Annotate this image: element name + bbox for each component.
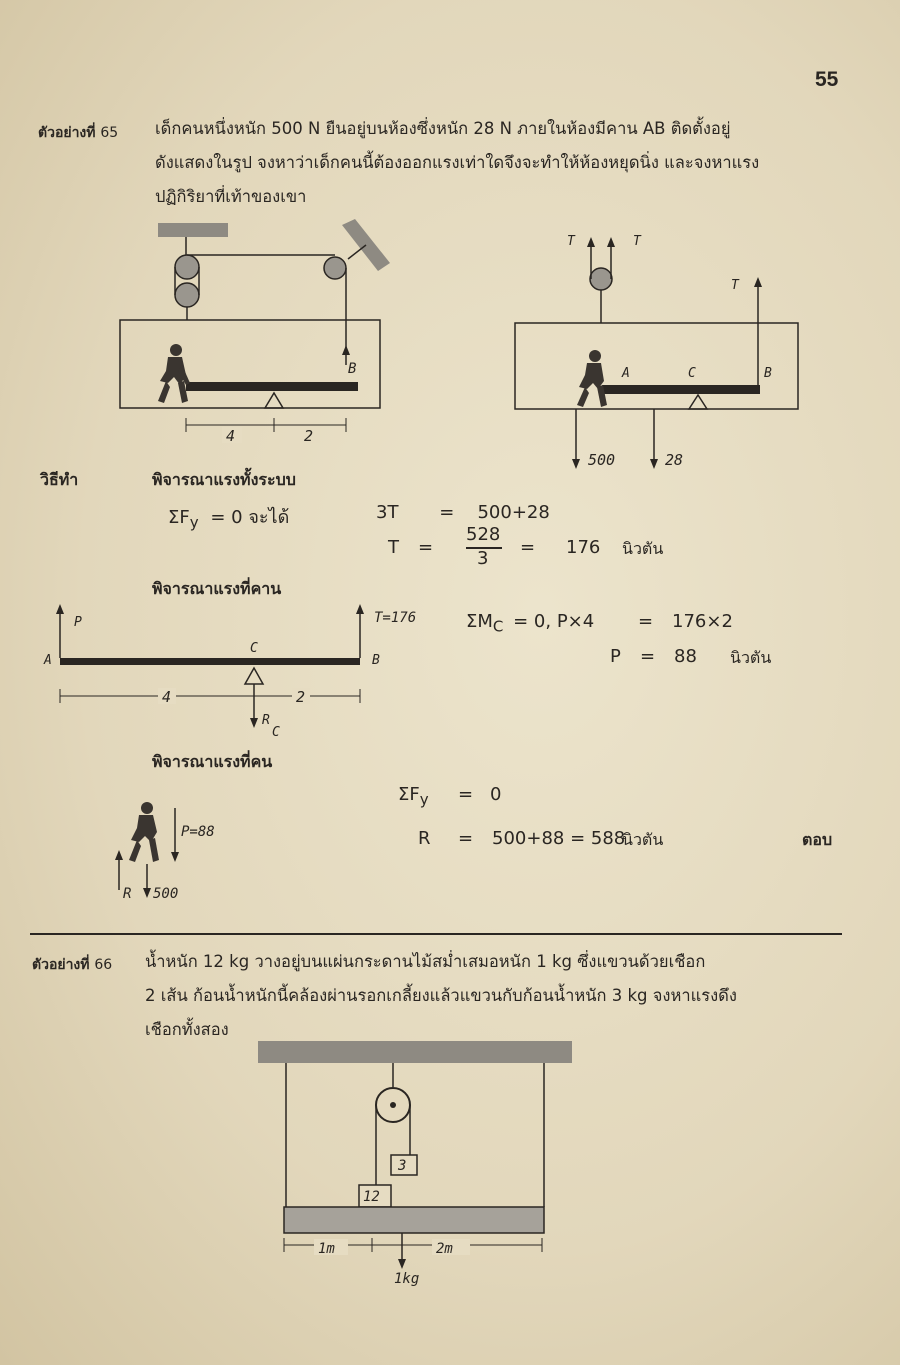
- tension-label: T: [633, 234, 641, 249]
- dimension-left: 1m: [318, 1241, 335, 1257]
- eq-op: =: [458, 784, 474, 805]
- arrow-up-icon: [754, 277, 762, 287]
- section-divider: [30, 933, 842, 935]
- mass-label: 12: [363, 1189, 380, 1205]
- reaction-subscript: C: [272, 725, 280, 740]
- dimension-left: 4: [226, 427, 236, 445]
- fraction-denominator: 3: [477, 548, 489, 569]
- eq-result: 176: [566, 537, 601, 558]
- example-number: 66: [94, 957, 113, 973]
- pulley-icon: [175, 283, 199, 307]
- subscript: y: [189, 513, 199, 532]
- step-heading: พิจารณาแรงที่คน: [152, 752, 273, 771]
- problem-line: ดังแสดงในรูป จงหาว่าเด็กคนนี้ต้องออกแรงเท่าใดจึงจะทำให้ห้องหยุดนิ่ง และจงหาแรง: [155, 153, 760, 172]
- sum-symbol: ΣF: [398, 784, 420, 805]
- equilibrium-condition: [398, 784, 429, 809]
- eq-op: =: [458, 828, 474, 849]
- eq-rhs: 176×2: [672, 611, 733, 632]
- arrow-up-icon: [356, 604, 364, 614]
- subscript: C: [492, 617, 504, 636]
- arrow-down-icon: [250, 718, 258, 728]
- dimension-right: 2m: [436, 1241, 453, 1257]
- reaction-label: R: [123, 886, 132, 902]
- boy-icon: [158, 344, 190, 403]
- solution-label: วิธีทำ: [40, 470, 79, 489]
- moment-symbol: ΣM: [466, 611, 493, 632]
- label-b: B: [372, 653, 380, 668]
- step-heading: พิจารณาแรงทั้งระบบ: [152, 470, 296, 489]
- arrow-down-icon: [171, 852, 179, 862]
- beam-ab: [186, 382, 358, 391]
- boy-icon: [577, 350, 607, 407]
- example-66-label: [32, 954, 112, 976]
- arrow-down-icon: [398, 1259, 406, 1269]
- example-65-label: [38, 122, 118, 144]
- arrow-down-icon: [650, 459, 658, 469]
- eq-op: =: [640, 646, 656, 667]
- fraction-numerator: 528: [466, 524, 501, 545]
- label-b: B: [348, 361, 357, 377]
- ceiling-block: [258, 1041, 572, 1063]
- fulcrum-c: [265, 393, 283, 408]
- dimension-left: 4: [162, 688, 172, 706]
- answer-label: ตอบ: [802, 830, 833, 849]
- eq-lhs: 3T: [376, 502, 399, 523]
- weight-label: 500: [153, 886, 179, 902]
- dimension-right: 2: [296, 688, 306, 706]
- tension-label: T: [731, 278, 739, 293]
- pulley-icon: [590, 268, 612, 290]
- figure-room-pulleys: [110, 215, 410, 445]
- figure-boy-forces: [105, 790, 255, 910]
- wooden-board: [284, 1207, 544, 1233]
- arrow-up-icon: [56, 604, 64, 614]
- equation-row: T: [388, 537, 399, 558]
- sum-symbol: ΣF: [168, 507, 190, 528]
- force-t-label: T=176: [374, 610, 417, 626]
- eq-op: =: [520, 537, 536, 558]
- equation-row: [376, 502, 550, 523]
- label-c: C: [688, 366, 696, 381]
- mass-label: 3: [398, 1158, 407, 1174]
- eq-lhs: = 0, P×4: [513, 611, 595, 632]
- label-c: C: [250, 641, 258, 656]
- problem-line: น้ำหนัก 12 kg วางอยู่บนแผ่นกระดานไม้สม่ำเสมอหนัก 1 kg ซึ่งแขวนด้วยเชือก: [145, 952, 706, 971]
- condition-text: = 0 จะได้: [210, 507, 290, 528]
- moment-equation: [466, 611, 594, 636]
- step-heading: พิจารณาแรงที่คาน: [152, 579, 282, 598]
- eq-op: =: [439, 502, 455, 523]
- subscript: y: [419, 790, 429, 809]
- arrow-up-icon: [115, 850, 123, 860]
- eq-lhs: R: [418, 828, 431, 849]
- beam-ab: [60, 658, 360, 665]
- unit-newton: นิวตัน: [730, 648, 772, 667]
- figure-pulley-board: [250, 1035, 580, 1290]
- board-weight-label: 1kg: [394, 1271, 420, 1287]
- arrow-down-icon: [572, 459, 580, 469]
- arrow-up-icon: [607, 237, 615, 247]
- weight-label: 500: [588, 451, 616, 469]
- equilibrium-condition: [168, 502, 289, 532]
- fulcrum-c: [245, 668, 263, 684]
- label-a: A: [44, 653, 52, 668]
- eq-rhs: 500+28: [477, 502, 550, 523]
- pulley-icon: [324, 257, 346, 279]
- unit-newton: นิวตัน: [622, 830, 664, 849]
- example-label-text: ตัวอย่างที่: [32, 957, 90, 973]
- problem-line: เชือกทั้งสอง: [145, 1020, 229, 1039]
- weight-label: 28: [665, 451, 684, 469]
- dimension-right: 2: [304, 427, 314, 445]
- boy-icon: [129, 802, 159, 862]
- force-p-label: P: [74, 615, 82, 630]
- page-number: 55: [815, 68, 839, 91]
- label-a: A: [622, 366, 630, 381]
- eq-rhs: 88: [674, 646, 697, 667]
- example-65-problem: [155, 112, 838, 214]
- force-p-label: P=88: [181, 824, 215, 840]
- problem-line: เด็กคนหนึ่งหนัก 500 N ยืนอยู่บนห้องซึ่งหนัก 28 N ภายในห้องมีคาน AB ติดตั้งอยู่: [155, 119, 731, 138]
- arrow-up-icon: [587, 237, 595, 247]
- room-box: [120, 320, 380, 408]
- reaction-label: R: [262, 713, 270, 728]
- problem-line: 2 เส้น ก้อนน้ำหนักนี้คล้องผ่านรอกเกลี้ยงแล้วแขวนกับก้อนน้ำหนัก 3 kg จงหาแรงดึง: [145, 986, 737, 1005]
- eq-rhs: 0: [490, 784, 502, 805]
- figure-beam-forces: [40, 600, 380, 740]
- eq-op: =: [418, 537, 434, 558]
- problem-line: ปฏิกิริยาที่เท้าของเขา: [155, 187, 307, 206]
- room-box: [515, 323, 798, 409]
- label-b: B: [764, 366, 772, 381]
- tension-label: T: [567, 234, 575, 249]
- figure-free-body-room: [505, 225, 815, 475]
- eq-lhs: P: [610, 646, 621, 667]
- eq-rhs: 500+88 = 588: [492, 828, 626, 849]
- beam-ab: [602, 385, 760, 394]
- example-label-text: ตัวอย่างที่: [38, 125, 96, 141]
- ceiling-block: [158, 223, 228, 237]
- example-number: 65: [100, 125, 119, 141]
- unit-newton: นิวตัน: [622, 539, 664, 558]
- eq-op: =: [638, 611, 654, 632]
- fulcrum-c: [689, 395, 707, 409]
- pulley-icon: [175, 255, 199, 279]
- arrow-down-icon: [143, 888, 151, 898]
- example-66-problem: [145, 945, 838, 1047]
